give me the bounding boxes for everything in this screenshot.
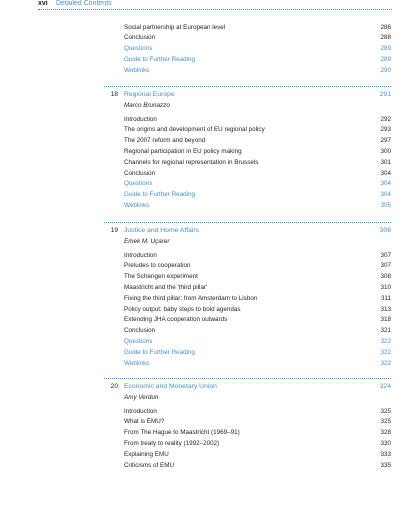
toc-entry[interactable] [124,326,391,336]
chapter-rule [104,86,391,87]
toc-entry-page: 297 [380,137,391,145]
toc-entry-page: 286 [380,23,391,31]
toc-entry-title: From treaty to reality (1992–2002) [124,439,220,447]
toc-entry[interactable] [124,450,391,460]
chapter-page: 291 [379,91,391,98]
toc-entry[interactable] [124,23,391,33]
toc-entry-title: Conclusion [124,327,156,335]
toc-entry-title: Weblinks [124,201,150,209]
toc-entry[interactable] [124,461,391,471]
toc-entry-title: Conclusion [124,169,156,177]
toc-entry-page: 325 [380,418,391,426]
toc-entry-title: Introduction [124,115,157,123]
chapter-rule [104,222,391,223]
toc-entry-title: The origins and development of EU regional policy [124,126,265,134]
toc-entry-page: 318 [380,316,391,324]
toc-entry[interactable] [124,348,391,358]
toc-entry-title: Questions [124,337,153,345]
toc-entry-title: Fixing the third pillar: from Amsterdam to Lisbon [124,294,258,302]
toc-entry-title: Introduction [124,407,157,415]
chapter-number: 19 [110,227,118,234]
header-rule [38,9,392,10]
toc-entry-page: 335 [380,461,391,469]
toc-entry-page: 328 [380,429,391,437]
toc-entry-title: Guide to Further Reading [124,348,196,356]
toc-entry-title: Extending JHA cooperation outwards [124,316,228,324]
toc-entry[interactable] [124,125,391,135]
toc-entry-page: 325 [380,407,391,415]
toc-entry-title: The 2007 reform and beyond [124,137,206,145]
toc-entry[interactable] [124,190,391,200]
toc-entry-title: Questions [124,180,153,188]
toc-entry-page: 288 [380,34,391,42]
toc-entry[interactable] [124,158,391,168]
chapter-page: 324 [379,383,391,390]
toc-entry-page: 330 [380,439,391,447]
toc-entry[interactable] [124,66,391,76]
chapter-page: 306 [379,227,391,234]
chapter-number: 18 [110,91,118,98]
toc-entry-title: Weblinks [124,66,150,74]
running-header [0,0,412,12]
toc-entry[interactable] [124,55,391,65]
toc-entry-page: 310 [380,283,391,291]
toc-entry-title: Regional participation in EU policy making [124,147,242,155]
toc-entry-title: Channels for regional representation in Brussels [124,158,259,166]
toc-entry[interactable] [124,33,391,43]
toc-entry-page: 290 [380,66,391,74]
chapter-author: Emek M. Uçarer [124,237,170,245]
toc-entry[interactable] [124,315,391,325]
toc-entry[interactable] [124,359,391,369]
toc-entry-title: Social partnership at European level [124,23,226,31]
toc-entry-page: 304 [380,180,391,188]
toc-entry-title: What is EMU? [124,418,165,426]
toc-entry-title: Criticisms of EMU [124,461,175,469]
chapter-author: Marco Brunazzo [124,101,170,109]
toc-entry-title: Introduction [124,251,157,259]
toc-entry[interactable] [124,261,391,271]
toc-entry-page: 293 [380,126,391,134]
toc-entry-page: 322 [380,337,391,345]
toc-entry-title: Policy output: baby steps to bold agendas [124,305,241,313]
toc-entry[interactable] [124,201,391,211]
toc-entry-title: Conclusion [124,34,156,42]
chapter-rule [104,378,391,379]
toc-entry-page: 307 [380,262,391,270]
toc-entry[interactable] [124,283,391,293]
toc-entry-title: Explaining EMU [124,450,169,458]
toc-entry-title: The Schengen experiment [124,273,198,281]
toc-entry-page: 292 [380,115,391,123]
toc-entry[interactable] [124,294,391,304]
header-page-number: xvi [38,0,48,7]
toc-entry-page: 305 [380,201,391,209]
toc-entry-page: 307 [380,251,391,259]
toc-entry[interactable] [124,272,391,282]
toc-entry-title: Guide to Further Reading [124,191,196,199]
chapter-title[interactable]: Justice and Home Affairs [124,227,200,234]
chapter-title[interactable]: Economic and Monetary Union [124,383,217,390]
toc-entry[interactable] [124,305,391,315]
toc-entry[interactable] [124,439,391,449]
header-title: Detailed Contents [56,0,112,7]
toc-entry-page: 304 [380,191,391,199]
toc-entry-page: 308 [380,273,391,281]
toc-entry[interactable] [124,251,391,261]
toc-entry[interactable] [124,417,391,427]
toc-entry[interactable] [124,136,391,146]
toc-entry-title: Preludes to cooperation [124,262,191,270]
chapter-number: 20 [110,383,118,390]
chapter-title[interactable]: Regional Europe [124,91,175,98]
toc-entry[interactable] [124,147,391,157]
toc-entry-page: 301 [380,158,391,166]
toc-entry[interactable] [124,428,391,438]
toc-entry-page: 300 [380,147,391,155]
toc-entry-title: Guide to Further Reading [124,55,196,63]
toc-entry-title: Questions [124,45,153,53]
toc-entry-page: 289 [380,55,391,63]
toc-entry[interactable] [124,179,391,189]
toc-entry[interactable] [124,407,391,417]
toc-entry[interactable] [124,115,391,125]
toc-entry-page: 322 [380,359,391,367]
toc-entry[interactable] [124,337,391,347]
toc-entry-page: 321 [380,327,391,335]
toc-entry-page: 322 [380,348,391,356]
toc-entry[interactable] [124,169,391,179]
toc-entry-page: 333 [380,450,391,458]
toc-entry[interactable] [124,44,391,54]
toc-entry-title: Weblinks [124,359,150,367]
toc-entry-page: 313 [380,305,391,313]
toc-entry-page: 304 [380,169,391,177]
toc-entry-title: Maastricht and the 'third pillar' [124,283,208,291]
chapter-author: Amy Verdun [124,393,159,401]
toc-entry-title: From The Hague to Maastricht (1969–91) [124,429,240,437]
toc-entry-page: 289 [380,45,391,53]
toc-entry-page: 311 [380,294,391,302]
